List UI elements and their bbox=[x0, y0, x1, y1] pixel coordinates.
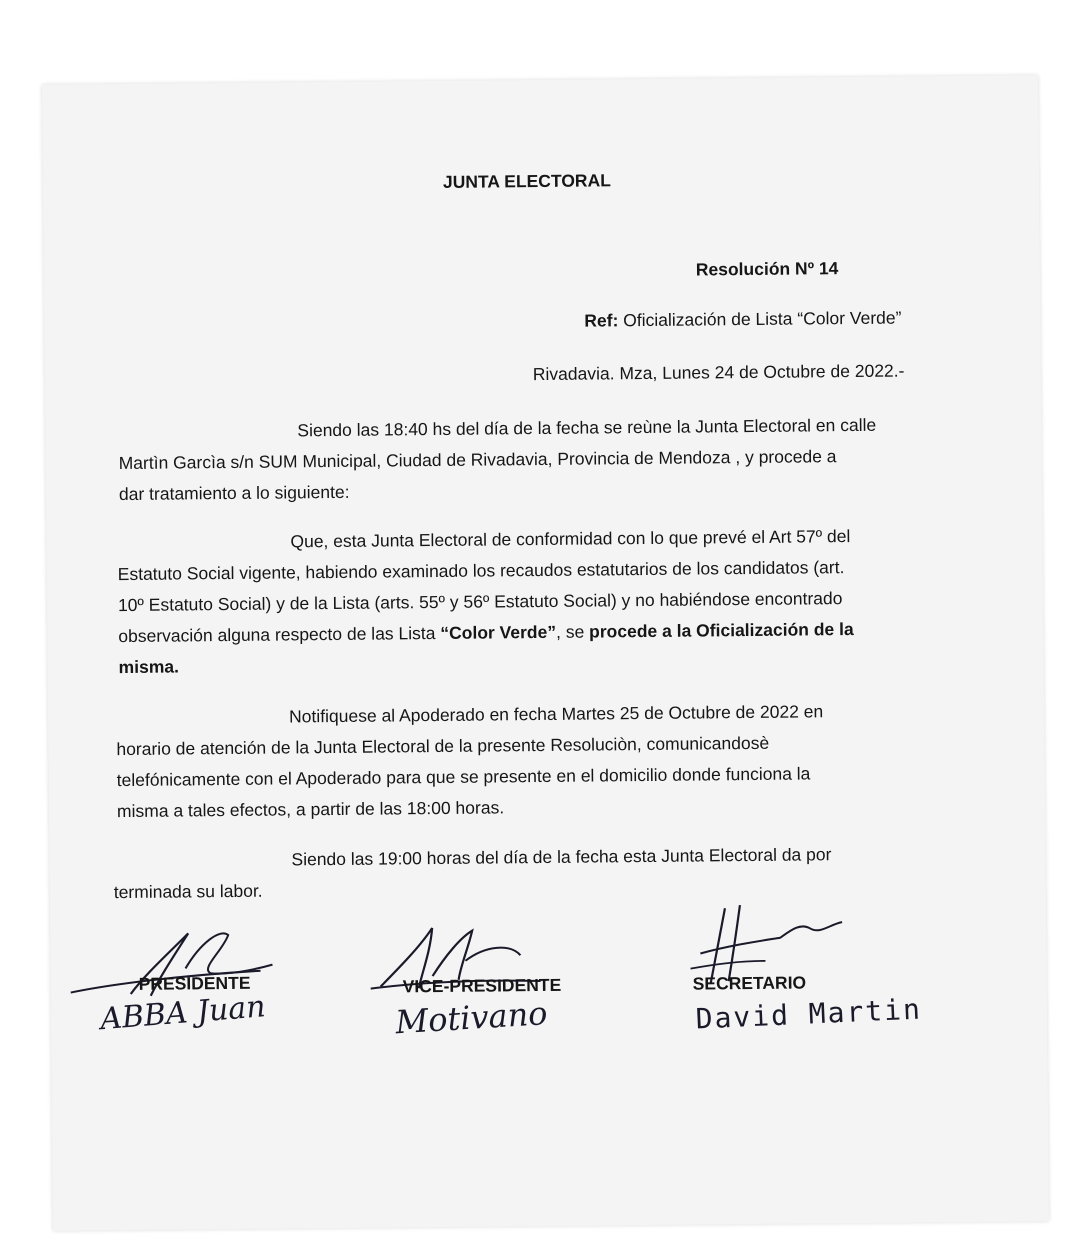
para2-list-name: “Color Verde” bbox=[440, 621, 557, 643]
para2-line3: 10º Estatuto Social) y de la Lista (arts. 55º y 56º Estatuto Social) y no habiéndose encontrado bbox=[117, 588, 843, 616]
document-sheet bbox=[42, 75, 1049, 1231]
para2-line4 bbox=[118, 618, 854, 647]
reference-text: Oficialización de Lista “Color Verde” bbox=[623, 307, 902, 331]
para1-line2: Martìn Garcìa s/n SUM Municipal, Ciudad de Rivadavia, Provincia de Mendoza , y procede a bbox=[118, 446, 837, 474]
para3-line3: telefónicamente con el Apoderado para que se presente en el domicilio donde funciona la bbox=[116, 763, 811, 791]
para2-line1: Que, esta Junta Electoral de conformidad con lo que prevé el Art 57º del bbox=[290, 526, 851, 552]
resolution-number: Resolución Nº 14 bbox=[695, 258, 839, 280]
para2-line4-start: observación alguna respecto de las Lista bbox=[118, 622, 441, 647]
reference-label: Ref: bbox=[584, 310, 619, 331]
place-date: Rivadavia. Mza, Lunes 24 de Octubre de 2022.- bbox=[532, 360, 905, 385]
para2-line4-mid: , se bbox=[555, 621, 590, 642]
vice-president-name-handwriting bbox=[391, 994, 591, 1052]
reference-line bbox=[584, 307, 901, 332]
svg-text:Motivano: Motivano bbox=[394, 994, 549, 1042]
para2-line2: Estatuto Social vigente, habiendo examinado los recaudos estatutarios de los candidatos (art. bbox=[117, 557, 845, 585]
para4-line2: terminada su labor. bbox=[113, 880, 263, 903]
para1-line1: Siendo las 18:40 hs del día de la fecha se reùne la Junta Electoral en calle bbox=[297, 414, 877, 441]
para2-line5: misma. bbox=[118, 656, 180, 678]
secretary-label: SECRETARIO bbox=[692, 972, 807, 994]
para2-procede: procede a la Oficialización de la bbox=[589, 619, 854, 642]
svg-text:David Martin: David Martin bbox=[694, 992, 923, 1036]
president-label: PRESIDENTE bbox=[138, 972, 251, 994]
para3-line4: misma a tales efectos, a partir de las 18:00 horas. bbox=[116, 797, 505, 822]
secretary-name-handwriting bbox=[691, 994, 931, 1046]
para3-line2: horario de atención de la Junta Electoral de la presente Resoluciòn, comunicandosè bbox=[116, 732, 770, 760]
vice-president-label: VICE-PRESIDENTE bbox=[402, 974, 562, 997]
svg-text:ABBA Juan: ABBA Juan bbox=[98, 989, 267, 1038]
header-title: JUNTA ELECTORAL bbox=[442, 170, 611, 192]
president-name-handwriting bbox=[98, 989, 311, 1049]
para1-line3: dar tratamiento a lo siguiente: bbox=[118, 481, 350, 505]
para4-line1: Siendo las 19:00 horas del día de la fecha esta Junta Electoral da por bbox=[291, 844, 832, 870]
para3-line1: Notifiquese al Apoderado en fecha Martes 25 de Octubre de 2022 en bbox=[289, 701, 824, 727]
